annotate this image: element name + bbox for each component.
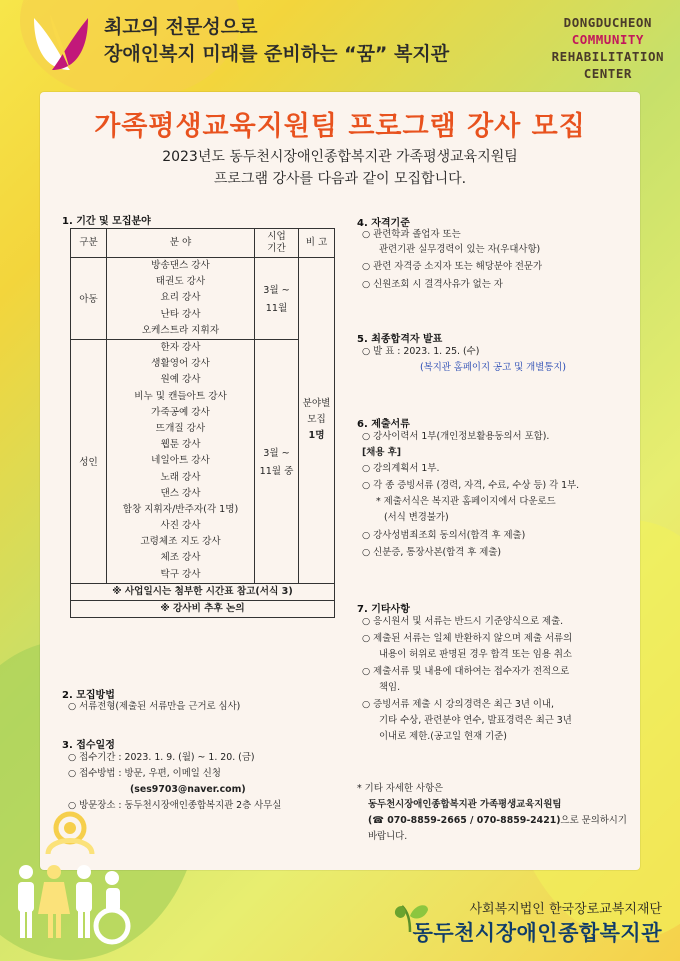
announcement-line-1: ○ 발 표 : 2023. 1. 25. (수) xyxy=(362,346,480,357)
page-title: 가족평생교육지원팀 프로그램 강사 모집 xyxy=(94,111,586,142)
etc-line-1: ○ 응시원서 및 서류는 반드시 기준양식으로 제출. xyxy=(362,616,564,627)
section-title-period: 1. 기간 및 모집분야 xyxy=(62,216,151,227)
table-header-row xyxy=(71,229,335,258)
footer-center-name: 동두천시장애인종합복지관 xyxy=(412,921,662,945)
center-name-line-4: CENTER xyxy=(583,66,632,81)
schedule-line-1: ○ 접수기간 : 2023. 1. 9. (월) ~ 1. 20. (금) xyxy=(68,752,255,763)
header-note: 비 고 xyxy=(299,229,335,258)
center-name-english xyxy=(552,14,664,82)
center-name-line-1: DONGDUCHEON xyxy=(563,15,652,30)
header-period xyxy=(255,229,299,258)
table-footnote-row xyxy=(71,583,335,600)
field-cell: 노래 강사 xyxy=(107,469,255,485)
note-line: 모집 xyxy=(307,414,326,426)
period-line-2: 11월 중 xyxy=(259,466,294,478)
qualification-line-2: 관련기관 실무경력이 있는 자(우대사항) xyxy=(379,244,541,255)
slogan-line-2: 장애인복지 미래를 준비하는 “꿈” 복지관 xyxy=(104,43,450,65)
etc-line-3: 내용이 허위로 판명된 경우 합격 또는 임용 취소 xyxy=(379,649,572,660)
field-cell: 탁구 강사 xyxy=(107,567,255,584)
qualification-line-1: ○ 관련학과 졸업자 또는 xyxy=(362,229,461,240)
center-name-line-3: REHABILITATION xyxy=(551,49,664,64)
field-cell: 고령체조 지도 강사 xyxy=(107,534,255,550)
documents-line-4: ○ 각 종 증빙서류 (경력, 자격, 수료, 수상 등) 각 1부. xyxy=(362,480,580,491)
section-title-documents: 6. 제출서류 xyxy=(357,419,410,430)
documents-line-6: (서식 변경불가) xyxy=(384,512,449,523)
slogan-line-1: 최고의 전문성으로 xyxy=(104,16,258,38)
contact-line-4: 바랍니다. xyxy=(368,831,408,842)
note-cell xyxy=(299,258,335,584)
category-cell: 아동 xyxy=(71,258,107,340)
field-cell: 가죽공예 강사 xyxy=(107,405,255,421)
notice-panel xyxy=(40,92,640,870)
header-field: 분 야 xyxy=(107,229,255,258)
field-cell: 한자 강사 xyxy=(107,339,255,356)
table-body xyxy=(71,258,335,584)
etc-line-4: ○ 제출서류 및 내용에 대하여는 접수자가 전적으로 xyxy=(362,666,570,677)
field-cell: 요리 강사 xyxy=(107,290,255,306)
documents-line-8: ○ 신분증, 통장사본(합격 후 제출) xyxy=(362,547,502,558)
period-cell xyxy=(255,339,299,583)
announcement-line-2: (복지관 홈페이지 공고 및 개별통지) xyxy=(420,362,567,373)
table-row xyxy=(71,258,335,275)
field-cell: 사진 강사 xyxy=(107,518,255,534)
table-footnote-row xyxy=(71,600,335,617)
documents-line-2: [채용 후] xyxy=(362,447,402,458)
field-cell: 웹툰 강사 xyxy=(107,437,255,453)
footer-organization xyxy=(413,898,662,947)
header-period-line-2: 기간 xyxy=(267,243,286,254)
field-cell: 난타 강사 xyxy=(107,307,255,323)
period-line-2: 11월 xyxy=(265,303,288,315)
schedule-line-2: ○ 접수방법 : 방문, 우편, 이메일 신청 xyxy=(68,768,221,779)
note-line: 1명 xyxy=(308,430,325,442)
section-title-method: 2. 모집방법 xyxy=(62,690,115,701)
subtitle xyxy=(40,146,640,190)
footnote-schedule: ※ 사업일시는 첨부한 시간표 참고(서식 3) xyxy=(71,583,335,600)
etc-line-6: ○ 증빙서류 제출 시 강의경력은 최근 3년 이내, xyxy=(362,699,554,710)
documents-line-7: ○ 강사성범죄조회 동의서(합격 후 제출) xyxy=(362,530,526,541)
etc-line-7: 기타 수상, 관련분야 연수, 발표경력은 최근 3년 xyxy=(379,715,572,726)
field-cell: 오케스트라 지휘자 xyxy=(107,323,255,340)
field-cell: 태권도 강사 xyxy=(107,274,255,290)
field-cell: 체조 강사 xyxy=(107,550,255,566)
field-cell: 댄스 강사 xyxy=(107,486,255,502)
section-title-announcement: 5. 최종합격자 발표 xyxy=(357,334,443,345)
method-line: ○ 서류전형(제출된 서류만을 근거로 심사) xyxy=(68,701,241,712)
section-title-etc: 7. 기타사항 xyxy=(357,604,410,615)
contact-line-2: 동두천시장애인종합복지관 가족평생교육지원팀 xyxy=(368,799,562,810)
subtitle-line-2: 프로그램 강사를 다음과 같이 모집합니다. xyxy=(213,171,467,187)
qualification-line-3: ○ 관련 자격증 소지자 또는 해당분야 전문가 xyxy=(362,261,543,272)
header-category: 구분 xyxy=(71,229,107,258)
schedule-email: (ses9703@naver.com) xyxy=(130,784,246,795)
footer-foundation: 사회복지법인 한국장로교복지재단 xyxy=(469,902,662,917)
footnote-fee: ※ 강사비 추후 논의 xyxy=(71,600,335,617)
etc-line-2: ○ 제출된 서류는 일체 반환하지 않으며 제출 서류의 xyxy=(362,633,573,644)
table-row xyxy=(71,339,335,356)
field-cell: 비누 및 캔들아트 강사 xyxy=(107,389,255,405)
people-silhouettes-icon xyxy=(8,806,138,956)
period-line-1: 3월 ~ xyxy=(263,448,290,460)
field-cell: 방송댄스 강사 xyxy=(107,258,255,275)
contact-phone: (☎ 070-8859-2665 / 070-8859-2421) xyxy=(368,815,561,826)
field-cell: 합창 지휘자/반주자(각 1명) xyxy=(107,502,255,518)
section-title-schedule: 3. 접수일정 xyxy=(62,740,115,751)
contact-line-3-rest: 으로 문의하시기 xyxy=(560,815,627,826)
note-line: 분야별 xyxy=(302,398,331,410)
field-cell: 뜨개질 강사 xyxy=(107,421,255,437)
field-cell: 네일아트 강사 xyxy=(107,453,255,469)
documents-line-3: ○ 강의계획서 1부. xyxy=(362,463,440,474)
center-name-line-2: COMMUNITY xyxy=(571,32,644,47)
header-period-line-1: 시업 xyxy=(267,231,286,242)
logo-mark-icon xyxy=(30,12,92,72)
contact-line-3 xyxy=(368,814,627,828)
header xyxy=(0,0,680,88)
recruitment-table xyxy=(70,228,335,618)
period-cell xyxy=(255,258,299,340)
slogan xyxy=(104,14,449,68)
documents-line-5: * 제출서식은 복지관 홈페이지에서 다운로드 xyxy=(376,496,556,507)
section-title-qualification: 4. 자격기준 xyxy=(357,218,410,229)
category-cell: 성인 xyxy=(71,339,107,583)
period-line-1: 3월 ~ xyxy=(263,285,290,297)
field-cell: 원예 강사 xyxy=(107,372,255,388)
documents-line-1: ○ 강사이력서 1부(개인정보활용동의서 포함). xyxy=(362,431,550,442)
schedule-line-4: ○ 방문장소 : 동두천시장애인종합복지관 2층 사무실 xyxy=(68,800,282,811)
contact-line-1: * 기타 자세한 사항은 xyxy=(357,783,444,794)
subtitle-line-1: 2023년도 동두천시장애인종합복지관 가족평생교육지원팀 xyxy=(162,149,518,165)
qualification-line-4: ○ 신원조회 시 결격사유가 없는 자 xyxy=(362,279,503,290)
field-cell: 생활영어 강사 xyxy=(107,356,255,372)
etc-line-5: 책임. xyxy=(379,682,401,693)
etc-line-8: 이내로 제한.(공고일 현재 기준) xyxy=(379,731,507,742)
